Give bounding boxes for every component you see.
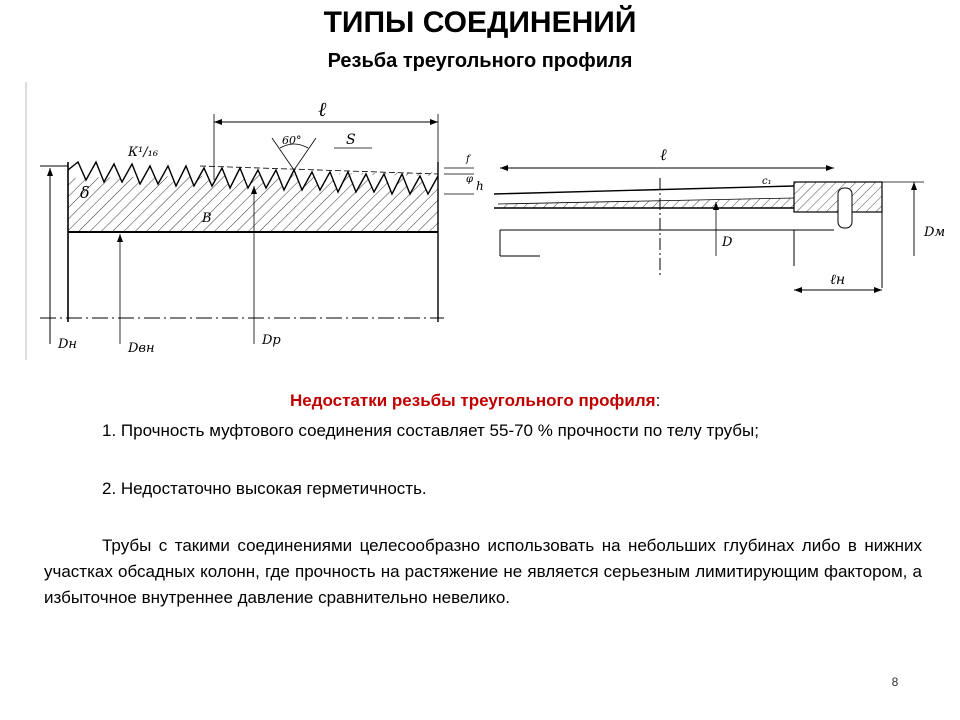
slide-subtitle: Резьба треугольного профиля bbox=[327, 50, 633, 72]
label-phi: φ bbox=[466, 174, 474, 185]
slide-title: ТИПЫ СОЕДИНЕНИЙ bbox=[323, 6, 637, 39]
label-h: h bbox=[476, 179, 484, 193]
label-ln: ℓн bbox=[830, 272, 846, 288]
page-number: 8 bbox=[891, 675, 899, 689]
label-delta: δ bbox=[80, 183, 90, 202]
label-f: f bbox=[466, 154, 470, 165]
label-angle: 60° bbox=[282, 134, 302, 147]
disadvantages-heading bbox=[290, 389, 660, 413]
conclusion-paragraph: Трубы с такими соединениями целесообразно использовать на небольших глубинах либо в нижних участках обсадных колонн, где прочность на растяжение не является серьезным лимитирующим фактором, а избыточное внутреннее давление сравнительно невелико. bbox=[44, 536, 922, 607]
disadvantages-heading-text: Недостатки резьбы треугольного профиля bbox=[290, 391, 656, 410]
label-s: S bbox=[346, 132, 356, 148]
disadvantages-heading-colon: : bbox=[655, 391, 661, 410]
label-c1: c₁ bbox=[762, 176, 772, 187]
label-dp: Dр bbox=[262, 333, 281, 348]
label-dm: Dм bbox=[924, 225, 944, 240]
coupling-drawing bbox=[484, 138, 944, 308]
thread-profile-drawing bbox=[24, 82, 496, 360]
label-b: B bbox=[202, 211, 212, 226]
label-dvn: Dвн bbox=[128, 341, 155, 356]
label-k: К¹/₁₆ bbox=[128, 145, 159, 160]
label-l2: ℓ bbox=[660, 145, 667, 164]
label-l: ℓ bbox=[318, 97, 327, 121]
disadvantage-item-2: 2. Недостаточно высокая герметичность. bbox=[102, 479, 427, 498]
disadvantage-item-1: 1. Прочность муфтового соединения составляет 55-70 % прочности по телу трубы; bbox=[102, 421, 759, 440]
label-d: D bbox=[722, 235, 733, 250]
label-dn: Dн bbox=[58, 337, 77, 352]
